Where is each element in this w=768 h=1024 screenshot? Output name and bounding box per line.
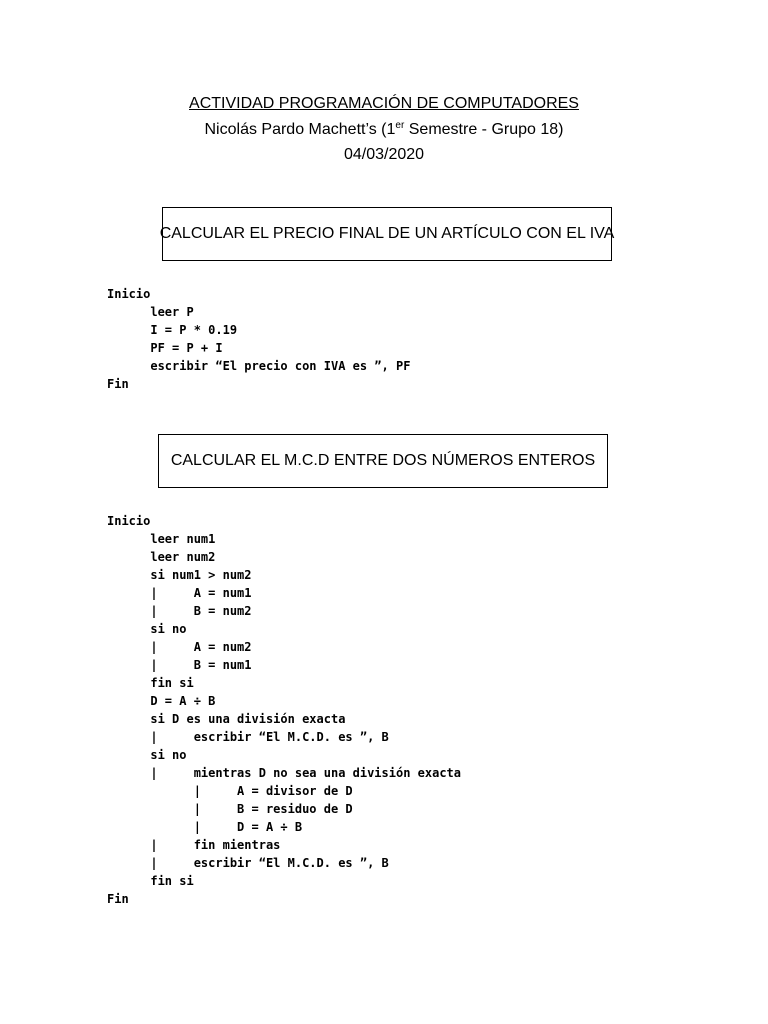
pseudocode-block-mcd — [107, 512, 461, 908]
code-line: | B = num1 — [107, 658, 252, 672]
code-line: | escribir “El M.C.D. es ”, B — [107, 856, 389, 870]
code-line: Fin — [107, 892, 129, 906]
code-line: leer num1 — [107, 532, 216, 546]
code-line: leer P — [107, 305, 194, 319]
code-line: | A = num1 — [107, 586, 252, 600]
author-course-info: Semestre - Grupo 18) — [404, 121, 564, 138]
code-line: leer num2 — [107, 550, 216, 564]
code-line: | A = num2 — [107, 640, 252, 654]
author-name: Nicolás Pardo Machett’s (1 — [204, 121, 396, 138]
section-heading-box-mcd — [158, 434, 608, 488]
document-date: 04/03/2020 — [343, 146, 425, 163]
code-line: fin si — [107, 676, 194, 690]
code-line: escribir “El precio con IVA es ”, PF — [107, 359, 411, 373]
author-ordinal-superscript: er — [395, 120, 405, 131]
code-line: si no — [107, 748, 187, 762]
code-line: | mientras D no sea una división exacta — [107, 766, 462, 780]
author-line — [0, 120, 768, 140]
pseudocode-block-iva — [107, 285, 410, 393]
code-line: PF = P + I — [107, 341, 223, 355]
code-line: | B = num2 — [107, 604, 252, 618]
section-heading-box-iva — [159, 207, 615, 261]
code-line: Inicio — [107, 287, 151, 301]
code-line: fin si — [107, 874, 194, 888]
code-line: | A = divisor de D — [107, 784, 353, 798]
code-line: si no — [107, 622, 187, 636]
code-line: Fin — [107, 377, 129, 391]
code-line: | fin mientras — [107, 838, 281, 852]
code-line: | escribir “El M.C.D. es ”, B — [107, 730, 389, 744]
code-line: I = P * 0.19 — [107, 323, 238, 337]
code-line: D = A ÷ B — [107, 694, 216, 708]
code-line: Inicio — [107, 514, 151, 528]
code-line: si D es una división exacta — [107, 712, 346, 726]
code-line: si num1 > num2 — [107, 568, 252, 582]
code-line: | D = A ÷ B — [107, 820, 303, 834]
document-title: ACTIVIDAD PROGRAMACIÓN DE COMPUTADORES — [189, 95, 579, 112]
section-heading-mcd: CALCULAR EL M.C.D ENTRE DOS NÚMEROS ENTEROS — [170, 452, 596, 469]
code-line: | B = residuo de D — [107, 802, 353, 816]
section-heading-iva: CALCULAR EL PRECIO FINAL DE UN ARTÍCULO CON EL IVA — [159, 225, 615, 242]
